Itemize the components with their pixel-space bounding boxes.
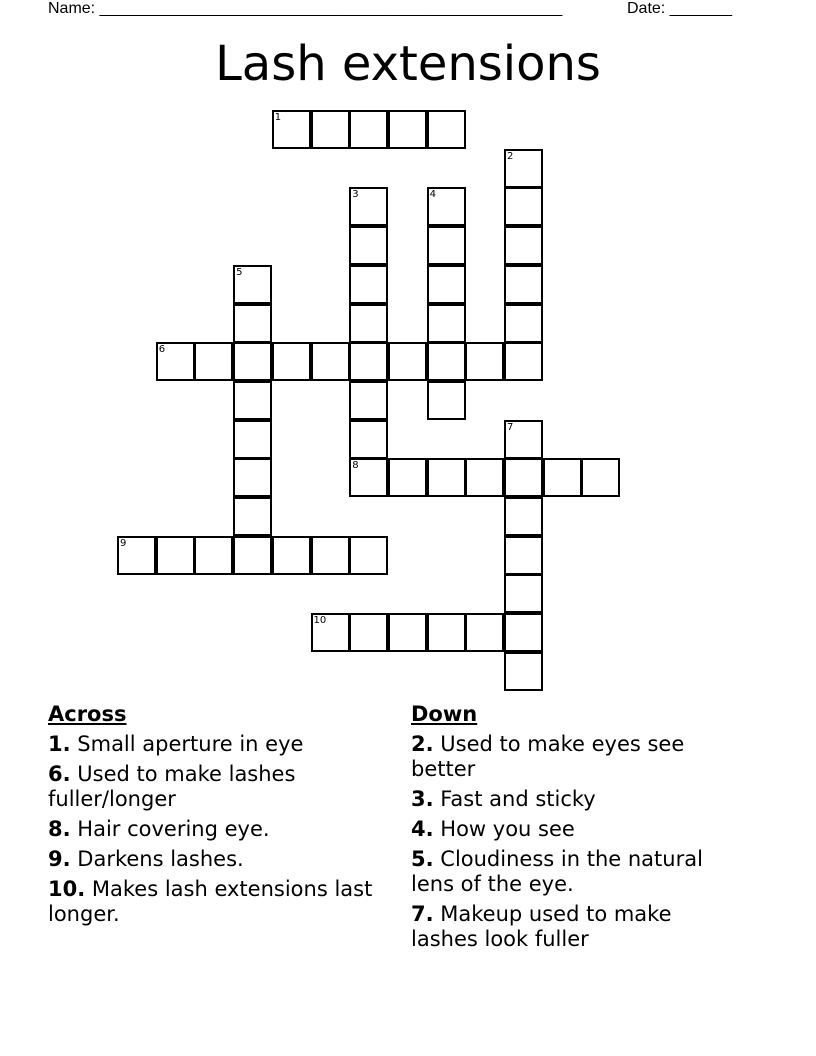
grid-cell[interactable] xyxy=(233,265,272,304)
page-title: Lash extensions xyxy=(215,36,601,92)
clue-down-4 xyxy=(411,817,741,842)
grid-cell[interactable] xyxy=(311,536,350,575)
grid-cell[interactable] xyxy=(427,304,466,343)
cell-number: 4 xyxy=(429,189,436,201)
cell-number: 7 xyxy=(507,421,514,433)
grid-cell[interactable] xyxy=(504,420,543,459)
grid-cell[interactable] xyxy=(427,110,466,149)
cell-number: 2 xyxy=(507,150,514,162)
cell-number: 5 xyxy=(236,266,243,278)
grid-cell[interactable] xyxy=(504,652,543,691)
clue-number: 7. xyxy=(411,902,434,926)
grid-cell[interactable] xyxy=(349,381,388,420)
clue-number: 4. xyxy=(411,817,434,841)
clue-text: Makeup used to make lashes look fuller xyxy=(411,902,672,951)
down-clues xyxy=(411,702,741,957)
grid-cell[interactable] xyxy=(349,110,388,149)
grid-cell[interactable] xyxy=(504,226,543,265)
cell-number: 9 xyxy=(120,537,127,549)
grid-cell[interactable] xyxy=(349,342,388,381)
clue-number: 2. xyxy=(411,732,434,756)
grid-cell[interactable] xyxy=(427,265,466,304)
grid-cell[interactable] xyxy=(349,265,388,304)
clue-down-5 xyxy=(411,847,741,897)
clue-number: 9. xyxy=(48,847,71,871)
grid-cell[interactable] xyxy=(388,458,427,497)
grid-cell[interactable] xyxy=(194,342,233,381)
grid-cell[interactable] xyxy=(581,458,620,497)
clue-text: Used to make eyes see better xyxy=(411,732,685,781)
grid-cell[interactable] xyxy=(504,613,543,652)
cell-number: 10 xyxy=(313,615,327,627)
grid-cell[interactable] xyxy=(504,265,543,304)
grid-cell[interactable] xyxy=(349,458,388,497)
cell-number: 1 xyxy=(274,112,282,123)
grid-cell[interactable] xyxy=(349,187,388,226)
across-clues xyxy=(48,702,398,932)
grid-cell[interactable] xyxy=(233,342,272,381)
clue-number: 1. xyxy=(48,732,71,756)
grid-cell[interactable] xyxy=(349,226,388,265)
grid-cell[interactable] xyxy=(427,381,466,420)
clue-across-8 xyxy=(48,817,398,842)
grid-cell[interactable] xyxy=(311,613,350,652)
grid-cell[interactable] xyxy=(194,536,233,575)
grid-cell[interactable] xyxy=(156,536,195,575)
grid-cell[interactable] xyxy=(272,536,311,575)
down-heading: Down xyxy=(411,702,478,726)
name-field-label[interactable]: Name: ____________________________________________________ xyxy=(48,0,563,17)
clue-text: Used to make lashes fuller/longer xyxy=(48,762,296,811)
grid-cell[interactable] xyxy=(427,458,466,497)
clue-down-2 xyxy=(411,732,741,782)
clue-number: 6. xyxy=(48,762,71,786)
grid-cell[interactable] xyxy=(388,110,427,149)
grid-cell[interactable] xyxy=(427,342,466,381)
clue-down-3 xyxy=(411,787,741,812)
grid-cell[interactable] xyxy=(504,574,543,613)
grid-cell[interactable] xyxy=(349,420,388,459)
clue-text: Darkens lashes. xyxy=(77,847,244,871)
grid-cell[interactable] xyxy=(504,342,543,381)
grid-cell[interactable] xyxy=(504,536,543,575)
clue-text: Cloudiness in the natural lens of the eye. xyxy=(411,847,703,896)
clue-number: 10. xyxy=(48,877,86,901)
clue-across-6 xyxy=(48,762,398,812)
grid-cell[interactable] xyxy=(233,536,272,575)
grid-cell[interactable] xyxy=(349,304,388,343)
grid-cell[interactable] xyxy=(311,110,350,149)
clue-across-9 xyxy=(48,847,398,872)
grid-cell[interactable] xyxy=(117,536,156,575)
grid-cell[interactable] xyxy=(465,458,504,497)
across-heading: Across xyxy=(48,702,127,726)
grid-cell[interactable] xyxy=(543,458,582,497)
clue-text: Fast and sticky xyxy=(440,787,596,811)
grid-cell[interactable] xyxy=(272,110,311,149)
grid-cell[interactable] xyxy=(233,497,272,536)
clue-text: Makes lash extensions last longer. xyxy=(48,877,373,926)
grid-cell[interactable] xyxy=(311,342,350,381)
grid-cell[interactable] xyxy=(233,420,272,459)
grid-cell[interactable] xyxy=(504,304,543,343)
date-field-label[interactable]: Date: _______ xyxy=(627,0,732,17)
grid-cell[interactable] xyxy=(272,342,311,381)
clue-number: 5. xyxy=(411,847,434,871)
grid-cell[interactable] xyxy=(427,613,466,652)
grid-cell[interactable] xyxy=(465,613,504,652)
cell-number: 6 xyxy=(158,344,166,356)
clue-down-7 xyxy=(411,902,741,952)
grid-cell[interactable] xyxy=(504,458,543,497)
cell-number: 3 xyxy=(352,189,359,201)
grid-cell[interactable] xyxy=(427,226,466,265)
clue-number: 8. xyxy=(48,817,71,841)
grid-cell[interactable] xyxy=(349,613,388,652)
grid-cell[interactable] xyxy=(233,304,272,343)
grid-cell[interactable] xyxy=(504,497,543,536)
clue-across-10 xyxy=(48,877,398,927)
grid-cell[interactable] xyxy=(388,613,427,652)
clue-number: 3. xyxy=(411,787,434,811)
grid-cell[interactable] xyxy=(233,458,272,497)
clue-text: How you see xyxy=(440,817,575,841)
cell-number: 8 xyxy=(352,460,359,472)
clue-across-1 xyxy=(48,732,398,757)
grid-cell[interactable] xyxy=(388,342,427,381)
grid-cell[interactable] xyxy=(349,536,388,575)
grid-cell[interactable] xyxy=(156,342,195,381)
grid-cell[interactable] xyxy=(233,381,272,420)
grid-cell[interactable] xyxy=(465,342,504,381)
grid-cell[interactable] xyxy=(427,187,466,226)
clue-text: Small aperture in eye xyxy=(77,732,304,756)
grid-cell[interactable] xyxy=(504,149,543,188)
clue-text: Hair covering eye. xyxy=(77,817,270,841)
grid-cell[interactable] xyxy=(504,187,543,226)
